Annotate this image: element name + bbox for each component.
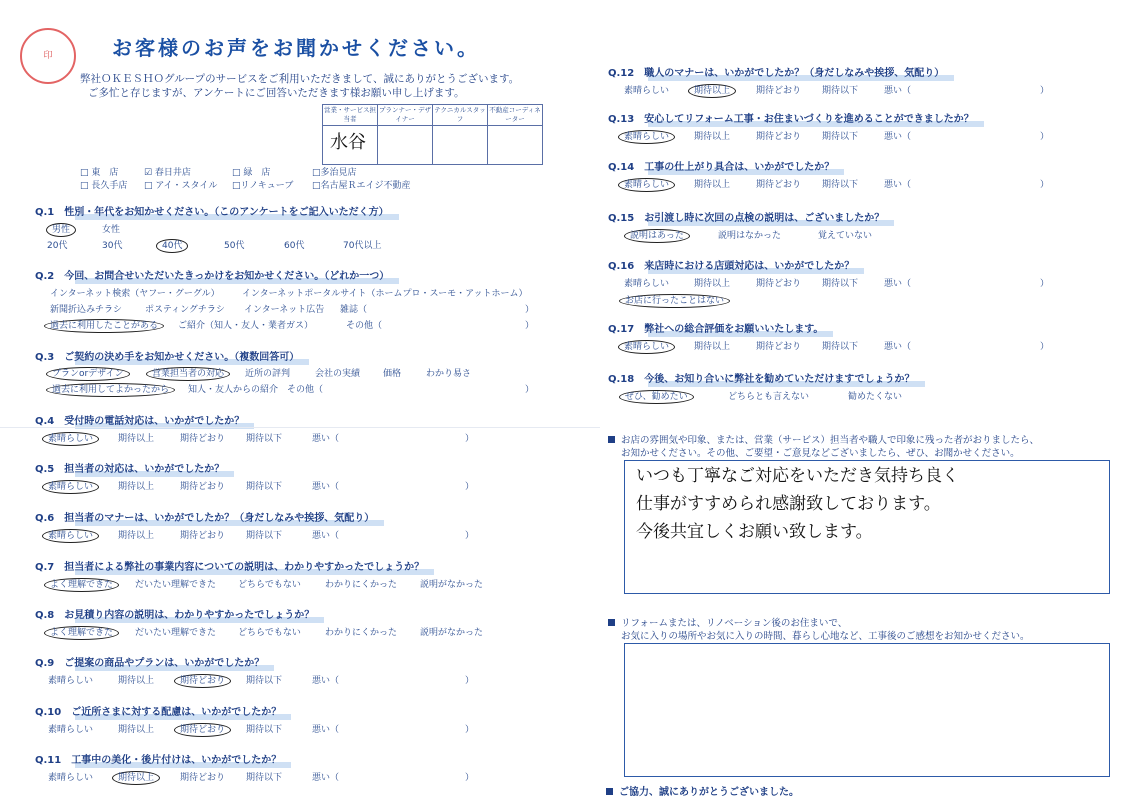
after-header-line-2: お気に入りの場所やお気に入りの時間、暮らし心地など、工事後のご感想をお知かせください。 [621,631,1030,642]
question-heading [35,203,389,218]
option-rating[interactable]: 悪い（ [312,531,340,541]
option-rating[interactable]: 悪い（ [884,279,912,289]
handwritten-comment [636,462,959,546]
option-age[interactable]: 60代 [284,241,305,251]
bullet-square-icon [606,788,613,795]
option-understanding[interactable]: 説明がなかった [420,580,484,590]
question-number: Q.12 [608,68,635,79]
option-inspection[interactable]: 説明はなかった [718,231,782,241]
comment-header-line-1: お店の雰囲気や印象、または、営業（サービス）担当者や職人で印象に残った者がおりましたら、 [621,435,1040,446]
option-understanding[interactable]: わかりにくかった [325,580,398,590]
question-number: Q.1 [35,207,55,218]
footer-thanks [606,783,799,799]
after-header-line-1: リフォームまたは、リノベーション後のお住まいで、 [621,618,848,629]
question-number: Q.14 [608,162,635,173]
store-checkbox[interactable]: □ 緑 店 [232,168,271,178]
page-title: お客様のお声をお聞かせください。 [112,36,480,60]
question-heading [35,412,244,427]
option-rating[interactable]: 素晴らしい [48,479,99,492]
option-source[interactable]: ご紹介（知人・友人・業者ガス） [178,321,314,331]
option-age[interactable]: 30代 [102,241,123,251]
option-reason[interactable]: 営業担当者の対応 [152,366,230,379]
option-rating[interactable]: 素晴らしい [48,773,94,783]
option-rating[interactable]: 悪い（ [312,482,340,492]
staff-cell-technical[interactable] [433,126,488,165]
option-recommend[interactable]: 勧めたくない [848,392,903,402]
question-heading [608,64,944,79]
paren-close: ） [1040,279,1050,289]
comment-header-line-2: お知かせください。その他、ご要望・ご意見などございましたら、ぜひ、お聞かせください。 [621,448,1020,459]
comment-line: 仕事がすすめられ感謝致しております。 [636,494,941,514]
option-understanding[interactable]: だいたい理解できた [135,628,217,638]
question-text: 担当者の対応は、いかがでしたか？ [64,464,225,475]
option-rating[interactable]: 期待以上 [118,482,155,492]
option-gender[interactable]: 女性 [102,225,121,235]
store-checkbox[interactable]: □多治見店 [312,168,357,178]
question-number: Q.11 [35,755,62,766]
option-rating[interactable]: 期待以下 [822,86,859,96]
option-rating[interactable]: 期待どおり [756,279,802,289]
paren-close: ） [465,773,475,783]
question-number: Q.3 [35,352,55,363]
question-number: Q.5 [35,464,55,475]
option-source[interactable]: インターネット広告 [244,305,325,315]
option-source[interactable]: 雑誌（ [340,305,368,315]
option-age[interactable]: 40代 [162,238,188,251]
store-checkbox[interactable]: □ 東 店 [80,168,119,178]
option-understanding[interactable]: どちらでもない [238,628,301,638]
question-text: 来店時における店頭対応は、いかがでしたか？ [644,261,855,272]
paren-close: ） [525,385,535,395]
option-rating[interactable]: 期待どおり [756,342,802,352]
option-rating[interactable]: 悪い（ [884,86,912,96]
option-rating[interactable]: 期待以下 [822,279,859,289]
question-text: 今回、お問合せいただいたきっかけをお知かせください。（どれか一つ） [64,271,390,282]
option-rating[interactable]: 素晴らしい [48,725,94,735]
option-rating[interactable]: 期待どおり [180,773,226,783]
option-understanding[interactable]: わかりにくかった [325,628,398,638]
question-heading [35,703,281,718]
paren-close: ） [525,321,535,331]
after-textbox[interactable] [624,643,1110,777]
question-number: Q.7 [35,562,55,573]
question-text: 担当者のマナーは、いかがでしたか？（身だしなみや挨拶、気配り） [64,513,375,524]
question-number: Q.17 [608,324,635,335]
option-gender[interactable]: 男性 [52,222,76,235]
question-text: 性別・年代をお知かせください。（このアンケートをご記入いただく方） [64,207,389,218]
option-rating[interactable]: 期待どおり [180,722,231,735]
question-text: お見積り内容の説明は、わかりやすかったでしょうか？ [64,610,315,621]
option-age[interactable]: 50代 [224,241,245,251]
option-rating[interactable]: 期待以下 [822,180,859,190]
paren-close: ） [465,531,475,541]
question-number: Q.6 [35,513,55,524]
option-rating[interactable]: 素晴らしい [624,129,675,142]
question-text: 受付時の電話対応は、いかがでしたか？ [64,416,245,427]
option-understanding[interactable]: だいたい理解できた [135,580,217,590]
paren-close: ） [1040,86,1050,96]
intro-line-2: ご多忙と存じますが、アンケートにご回答いただきます様お願い申し上げます。 [88,87,465,99]
option-rating[interactable]: 期待以上 [694,279,731,289]
option-rating[interactable]: 期待どおり [756,180,802,190]
question-text: 工事の仕上がり具合は、いかがでしたか？ [644,162,835,173]
question-number: Q.15 [608,213,635,224]
option-rating[interactable]: 期待以下 [246,676,283,686]
question-heading [35,654,264,669]
option-rating[interactable]: 期待どおり [756,86,802,96]
staff-header-realestate: 不動産コーディネーター [488,105,543,126]
option-rating[interactable]: 素晴らしい [48,431,99,444]
option-rating[interactable]: 素晴らしい [624,279,670,289]
question-heading [35,606,314,621]
paren-close: ） [525,305,535,315]
question-number: Q.4 [35,416,55,427]
option-reason[interactable]: 過去に利用してよかったから [52,382,175,395]
intro-text [80,72,519,100]
paren-close: ） [465,725,475,735]
option-rating[interactable]: 悪い（ [884,180,912,190]
question-heading [608,209,884,224]
question-heading [35,558,424,573]
option-rating[interactable]: 期待以下 [246,434,283,444]
option-reason[interactable]: プランorデザイン [52,366,130,379]
option-reason[interactable]: 知人・友人からの紹介 [188,385,279,395]
option-rating[interactable]: 期待以下 [246,725,283,735]
question-number: Q.18 [608,374,635,385]
option-rating[interactable]: 素晴らしい [624,339,675,352]
option-age[interactable]: 20代 [47,241,68,251]
option-reason[interactable]: 近所の評判 [245,369,291,379]
option-rating[interactable]: 悪い（ [312,725,340,735]
option-rating[interactable]: 期待以下 [246,773,283,783]
option-rating[interactable]: 期待どおり [180,531,226,541]
option-inspection[interactable]: 説明はあった [630,228,690,241]
question-heading [608,370,915,385]
section-divider [0,427,600,428]
option-rating[interactable]: 素晴らしい [624,177,675,190]
paren-close: ） [1040,132,1050,142]
question-heading [35,460,224,475]
question-heading [35,509,374,524]
question-heading [35,751,281,766]
store-checkbox[interactable]: □名古屋Ｒエイジ不動産 [312,181,411,191]
handwritten-staff-name: 水谷 [330,132,366,153]
option-reason[interactable]: その他（ [287,385,324,395]
option-rating[interactable]: 期待以上 [694,132,731,142]
question-heading [608,110,974,125]
question-number: Q.16 [608,261,635,272]
question-text: 弊社への総合評価をお願いいたします。 [644,324,824,335]
option-rating[interactable]: 期待以下 [822,342,859,352]
store-checkbox[interactable]: ☑ 春日井店 [144,168,191,178]
option-source[interactable]: ポスティングチラシ [145,305,225,315]
staff-cell-planner[interactable] [378,126,433,165]
question-text: ご近所さまに対する配慮は、いかがでしたか？ [71,707,282,718]
option-rating[interactable]: 期待どおり [180,673,231,686]
option-recommend[interactable]: ぜひ、勧めたい [625,389,694,402]
comment-line: いつも丁寧なご対応をいただき気持ち良く [636,466,959,486]
option-rating[interactable]: 悪い（ [312,676,340,686]
comment-line: 今後共宜しくお願い致します。 [636,522,873,542]
question-text: 今後、お知り合いに弊社を勧めていただけますでしょうか？ [644,374,915,385]
option-understanding[interactable]: よく理解できた [50,625,119,638]
option-source[interactable]: インターネット検索（ヤフー・グーグル） [50,289,220,299]
option-recommend[interactable]: どちらとも言えない [728,392,810,402]
staff-cell-realestate[interactable] [488,126,543,165]
question-text: 安心してリフォーム工事・お住まいづくりを進めることができましたか？ [644,114,974,125]
question-heading [35,348,299,363]
question-number: Q.2 [35,271,55,282]
staff-header-sales: 営業・サービス担当者 [323,105,378,126]
option-rating[interactable]: 期待以下 [822,132,859,142]
question-text: ご提案の商品やプランは、いかがでしたか？ [64,658,265,669]
option-reason[interactable]: 会社の実績 [315,369,361,379]
option-rating[interactable]: 悪い（ [884,342,912,352]
option-rating[interactable]: 期待以上 [118,676,155,686]
option-rating[interactable]: 素晴らしい [48,528,99,541]
store-checkbox[interactable]: □ 長久手店 [80,181,128,191]
option-understanding[interactable]: 説明がなかった [420,628,484,638]
option-age[interactable]: 70代以上 [343,241,382,251]
option-inspection[interactable]: 覚えていない [818,231,873,241]
footer-text: ご協力、誠にありがとうございました。 [619,787,799,798]
option-reason[interactable]: わかり易さ [426,369,472,379]
staff-header-planner: プランナー・デザイナー [378,105,433,126]
store-checkbox[interactable]: □リノキューブ [232,181,294,191]
option-understanding[interactable]: よく理解できた [50,577,119,590]
option-rating[interactable]: 期待どおり [180,482,226,492]
question-heading [608,320,823,335]
option-rating[interactable]: 期待どおり [180,434,226,444]
option-rating[interactable]: 素晴らしい [624,86,670,96]
option-source[interactable]: 新聞折込みチラシ [50,305,123,315]
question-heading [35,267,389,282]
option-rating[interactable]: 期待以上 [118,531,155,541]
question-number: Q.8 [35,610,55,621]
option-source[interactable]: その他（ [346,321,383,331]
paren-close: ） [1040,342,1050,352]
option-rating[interactable]: 悪い（ [884,132,912,142]
paren-close: ） [1040,180,1050,190]
option-rating[interactable]: 悪い（ [312,773,340,783]
option-rating[interactable]: 期待以上 [118,770,160,783]
question-text: 担当者による弊社の事業内容についての説明は、わかりやすかったでしょうか？ [64,562,425,573]
question-number: Q.10 [35,707,62,718]
bullet-square-icon [608,619,615,626]
question-number: Q.13 [608,114,635,125]
option-rating[interactable]: 期待以下 [246,531,283,541]
option-rating[interactable]: 期待どおり [756,132,802,142]
question-heading [608,158,834,173]
store-checkbox[interactable]: □ アイ・スタイル [144,181,218,191]
option-reason[interactable]: 価格 [383,369,402,379]
option-rating[interactable]: 悪い（ [312,434,340,444]
staff-header-technical: テクニカルスタッフ [433,105,488,126]
option-rating[interactable]: 期待以上 [694,83,736,96]
question-text: お引渡し時に次回の点検の説明は、ございましたか？ [644,213,885,224]
question-heading [608,257,854,272]
after-box-header [608,617,1030,643]
option-understanding[interactable]: どちらでもない [238,580,301,590]
question-text: ご契約の決め手をお知かせください。（複数回答可） [64,352,300,363]
option-rating[interactable]: 期待以上 [694,180,731,190]
question-number: Q.9 [35,658,55,669]
comment-box-header [608,434,1039,460]
option-source[interactable]: インターネットポータルサイト（ホームプロ・スーモ・アットホーム） [242,289,528,299]
option-rating[interactable]: 素晴らしい [48,676,94,686]
company-seal-stamp: 印 [20,28,76,84]
question-text: 職人のマナーは、いかがでしたか？（身だしなみや挨拶、気配り） [644,68,945,79]
option-rating[interactable]: 期待以上 [118,725,155,735]
paren-close: ） [465,434,475,444]
paren-close: ） [465,676,475,686]
option-rating[interactable]: 期待以上 [694,342,731,352]
paren-close: ） [465,482,475,492]
option-rating[interactable]: 期待以上 [118,434,155,444]
question-text: 工事中の美化・後片付けは、いかがでしたか？ [71,755,282,766]
bullet-square-icon [608,436,615,443]
option-rating[interactable]: 期待以下 [246,482,283,492]
option-source[interactable]: 過去に利用したことがある [50,318,164,331]
intro-line-1: 弊社ＯＫＥＳＨＯグループのサービスをご利用いただきまして、誠にありがとうございます。 [80,73,520,85]
option-storevisit[interactable]: お店に行ったことはない [625,293,730,306]
